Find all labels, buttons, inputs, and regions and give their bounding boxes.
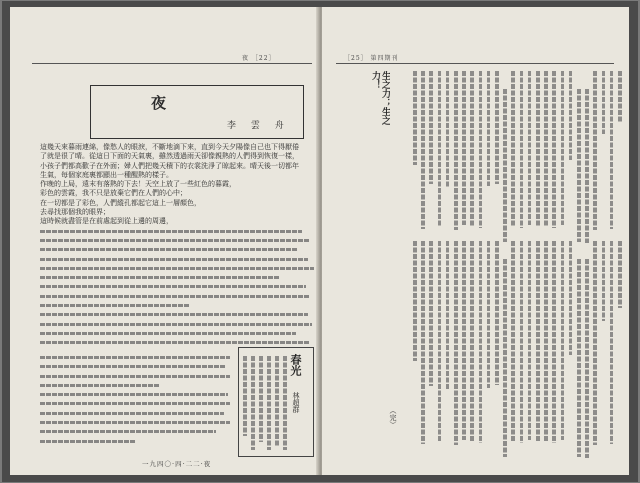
text-column xyxy=(413,241,417,361)
text-column xyxy=(470,71,474,226)
header-rule xyxy=(32,63,312,64)
text-column xyxy=(479,241,483,443)
text-column xyxy=(495,71,499,184)
left-body-upper xyxy=(40,143,316,348)
text-column xyxy=(520,71,524,228)
body-line: 這幾天來暮雨連綿，像愁人的眼淚，不斷地滴下來，直到今天夕陽像自己也下得厭倦 xyxy=(40,143,299,151)
body-line: 作晚的上局，遠末有落熱的下去！天空上放了一些紅色的暮霞， xyxy=(40,180,236,189)
article-title: 夜 xyxy=(151,94,167,112)
text-column xyxy=(511,241,515,442)
text-column xyxy=(561,71,565,225)
text-column xyxy=(618,71,622,123)
text-column xyxy=(470,241,474,441)
text-column xyxy=(552,241,556,443)
text-column xyxy=(438,241,442,441)
text-column xyxy=(479,71,483,228)
poem-line xyxy=(259,356,263,442)
text-column xyxy=(585,259,589,458)
text-column xyxy=(421,241,425,444)
text-column xyxy=(454,71,458,230)
text-column xyxy=(429,71,433,184)
side-title: 生之力；生之力！ xyxy=(370,71,390,125)
text-column xyxy=(569,71,573,160)
text-column xyxy=(413,71,417,165)
left-page-header: 夜 ［22］ xyxy=(242,55,276,62)
text-column xyxy=(602,241,606,321)
left-body-lower xyxy=(40,353,232,446)
text-column xyxy=(602,71,606,134)
body-line: 在一切都是了彩色，人們縱孔都起它這上一層顏色， xyxy=(40,198,201,207)
poem-box xyxy=(238,347,314,457)
text-column xyxy=(503,89,507,242)
text-column xyxy=(421,71,425,229)
text-column xyxy=(462,241,466,440)
text-column xyxy=(577,259,581,457)
right-page-header: ［25］ 第四期刊 xyxy=(344,55,399,62)
text-column xyxy=(446,71,450,187)
text-column xyxy=(552,71,556,228)
text-column xyxy=(593,241,597,445)
text-column xyxy=(454,241,458,445)
text-column xyxy=(503,259,507,457)
left-page-footer: 一九四〇·四·二二·夜 xyxy=(142,460,212,468)
text-column xyxy=(593,71,597,230)
text-column xyxy=(536,71,540,227)
body-line: 小孩子們都高歡子在外面；婦人們把幾天積下的衣裳洗淨了晾起來。晴天後一切都年 xyxy=(40,161,299,170)
text-column xyxy=(585,89,589,243)
text-column xyxy=(487,241,491,388)
text-column xyxy=(544,241,548,441)
poem-line xyxy=(283,356,287,450)
poem-line xyxy=(243,356,247,436)
text-column xyxy=(495,241,499,385)
left-page xyxy=(10,7,320,475)
poem-title: 春光 xyxy=(289,354,302,376)
text-column xyxy=(577,89,581,242)
title-box xyxy=(90,85,304,139)
body-line: 彩色的雲霞，我不只是放棄它們在人們的心中； xyxy=(40,189,187,198)
body-line: 了就是很了晴。從這日下面的天氣裏，雖然透過雨天卻像親熱的人們得到恢復一樣， xyxy=(40,152,299,161)
poem-author: 林超群 xyxy=(292,392,300,413)
text-column xyxy=(618,241,622,308)
text-column xyxy=(520,241,524,443)
text-column xyxy=(536,241,540,442)
article-author: 李 雲 舟 xyxy=(227,121,290,131)
body-line: 生氣，每個家庭裏都顯出一種醒熱的樣子。 xyxy=(40,170,173,179)
text-column xyxy=(438,71,442,226)
text-column xyxy=(528,241,532,440)
poem-line xyxy=(275,356,279,446)
end-mark: （完） xyxy=(389,407,397,428)
text-column xyxy=(511,71,515,227)
text-column xyxy=(610,71,614,229)
text-column xyxy=(569,241,573,355)
text-column xyxy=(462,71,466,225)
poem-line xyxy=(251,356,255,450)
text-column xyxy=(544,71,548,226)
poem-line xyxy=(267,356,271,450)
magazine-spread xyxy=(2,1,638,482)
header-rule xyxy=(336,63,614,64)
text-column xyxy=(610,241,614,444)
text-column xyxy=(561,241,565,440)
right-page xyxy=(322,7,629,475)
text-column xyxy=(487,71,491,186)
text-column xyxy=(429,241,433,386)
body-line: 去尋找那個我的眼界； xyxy=(40,208,110,217)
text-column xyxy=(446,241,450,390)
text-column xyxy=(528,71,532,225)
body-line: 這時候就盡管是在前處起到從上邊的周邊， xyxy=(40,217,173,226)
